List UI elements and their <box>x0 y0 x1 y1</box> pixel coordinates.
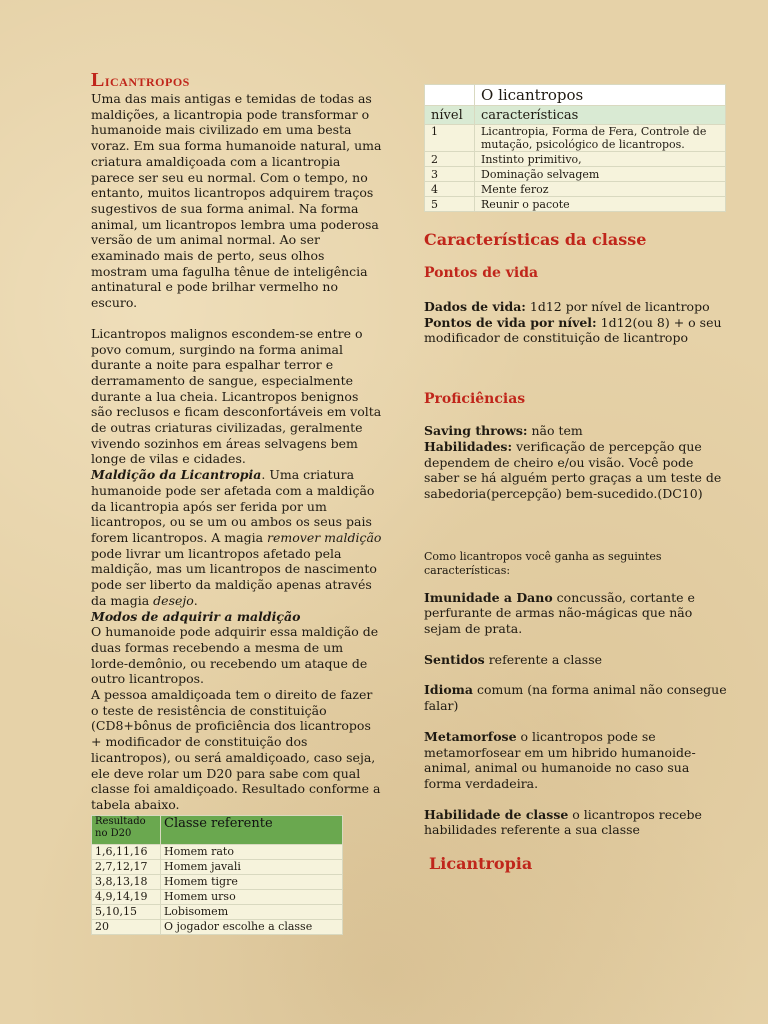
proficiencies-heading: Proficiências <box>424 391 526 408</box>
d20-class-table <box>91 815 343 935</box>
right-column <box>424 84 729 873</box>
table-row: 1 Licantropia, Forma de Fera, Controle de mutação, psicológico de licantropos. <box>425 125 726 152</box>
table-row: 1,6,11,16 Homem rato <box>92 844 343 859</box>
table-row: 3 Dominação selvagem <box>425 167 726 182</box>
table-row: 5 Reunir o pacote <box>425 197 726 212</box>
hit-dice: Dados de vida: 1d12 por nível de licantropo <box>424 299 710 314</box>
metamorphosis: Metamorfose o licantropos pode se metamorfosear em um hibrido humanoide-animal, animal ou humanoide no caso sua forma verdadeira. <box>424 728 696 791</box>
table-row: 2 Instinto primitivo, <box>425 152 726 167</box>
table-caption: O licantropos <box>425 85 726 106</box>
table-row: 4,9,14,19 Homem urso <box>92 889 343 904</box>
class-ability: Habilidade de classe o licantropos recebe habilidades referente a sua classe <box>424 806 702 838</box>
table-row: 2,7,12,17 Homem javali <box>92 859 343 874</box>
page-title: Licantropos <box>91 69 190 91</box>
skills: Habilidades: verificação de percepção que dependem de cheiro e/ou visão. Você pode saber se há alguém perto graças a um teste de sabedoria(percepção) bem-sucedido.(DC10) <box>424 438 722 501</box>
intro-paragraph: Uma das mais antigas e temidas de todas as maldições, a licantropia pode transformar o humanoide mais civilizado em uma besta voraz. Em sua forma humanoide natural, uma criatura amaldiçoada com a licantropia parece ser seu eu normal. Com o tempo, no entanto, muitos licantropos adquirem traços sugestivos de sua forma animal. Na forma animal, um licantropos lembra uma poderosa versão de um animal normal. Ao ser examinado mais de perto, seus olhos mostram uma fagulha tênue de inteligência antinatural e pode brilhar vermelho no escuro. <box>91 91 382 311</box>
table-row: 4 Mente feroz <box>425 182 726 197</box>
hp-per-level: Pontos de vida por nível: 1d12(ou 8) + o seu modificador de constituição de licantropo <box>424 314 722 346</box>
acquire-paragraph: O humanoide pode adquirir essa maldição de duas formas recebendo a mesma de um lorde-demônio, ou recebendo um ataque de outro licantropos. <box>91 624 379 687</box>
table-header: Resultado no D20 Classe referente <box>92 815 343 844</box>
table-header: nível características <box>425 106 726 125</box>
class-features-heading: Características da classe <box>424 230 647 249</box>
licantropia-heading: Licantropia <box>429 854 533 874</box>
left-column <box>91 70 383 935</box>
curse-heading: Maldição da Licantropia <box>91 467 262 483</box>
saving-throws: Saving throws: não tem <box>424 423 583 439</box>
hit-points-heading: Pontos de vida <box>424 265 539 281</box>
table-row: 3,8,13,18 Homem tigre <box>92 874 343 889</box>
features-intro: Como licantropos você ganha as seguintes características: <box>424 549 662 577</box>
malignant-paragraph: Licantropos malignos escondem-se entre o povo comum, surgindo na forma animal durante a noite para espalhar terror e derramamento de sangue, especialmente durante a lua cheia. Licantropos benignos são reclusos e ficam desconfortáveis em volta de outras criaturas civilizadas, geralmente vivendo sozinhos em áreas selvagens bem longe de vilas e cidades. <box>91 325 382 467</box>
acquire-heading: Modos de adquirir a maldição <box>91 608 301 624</box>
table-row: 5,10,15 Lobisomem <box>92 904 343 919</box>
table-row: 20 O jogador escolhe a classe <box>92 919 343 934</box>
language: Idioma comum (na forma animal não consegue falar) <box>424 682 727 714</box>
curse-paragraph: Maldição da Licantropia. Uma criatura humanoide pode ser afetada com a maldição da licantropia após ser ferida por um licantropos, ou se um ou ambos os seus pais forem licantropos. A magia remover maldição pode livrar um licantropos afetado pela maldição, mas um licantropos de nascimento pode ser liberto da maldição apenas através da magia desejo. <box>91 467 382 608</box>
resistance-paragraph: A pessoa amaldiçoada tem o direito de fazer o teste de resistência de constituição (CD8+bônus de proficiência dos licantropos + modificador de constituição dos licantropos), ou será amaldiçoado, caso seja, ele deve rolar um D20 para sabe com qual classe foi amaldiçoado. Resultado conforme a tabela abaixo. <box>91 687 381 812</box>
level-table <box>424 84 726 212</box>
senses: Sentidos referente a classe <box>424 651 603 667</box>
damage-immunity: Imunidade a Dano concussão, cortante e perfurante de armas não-mágicas que não sejam de prata. <box>424 589 695 637</box>
